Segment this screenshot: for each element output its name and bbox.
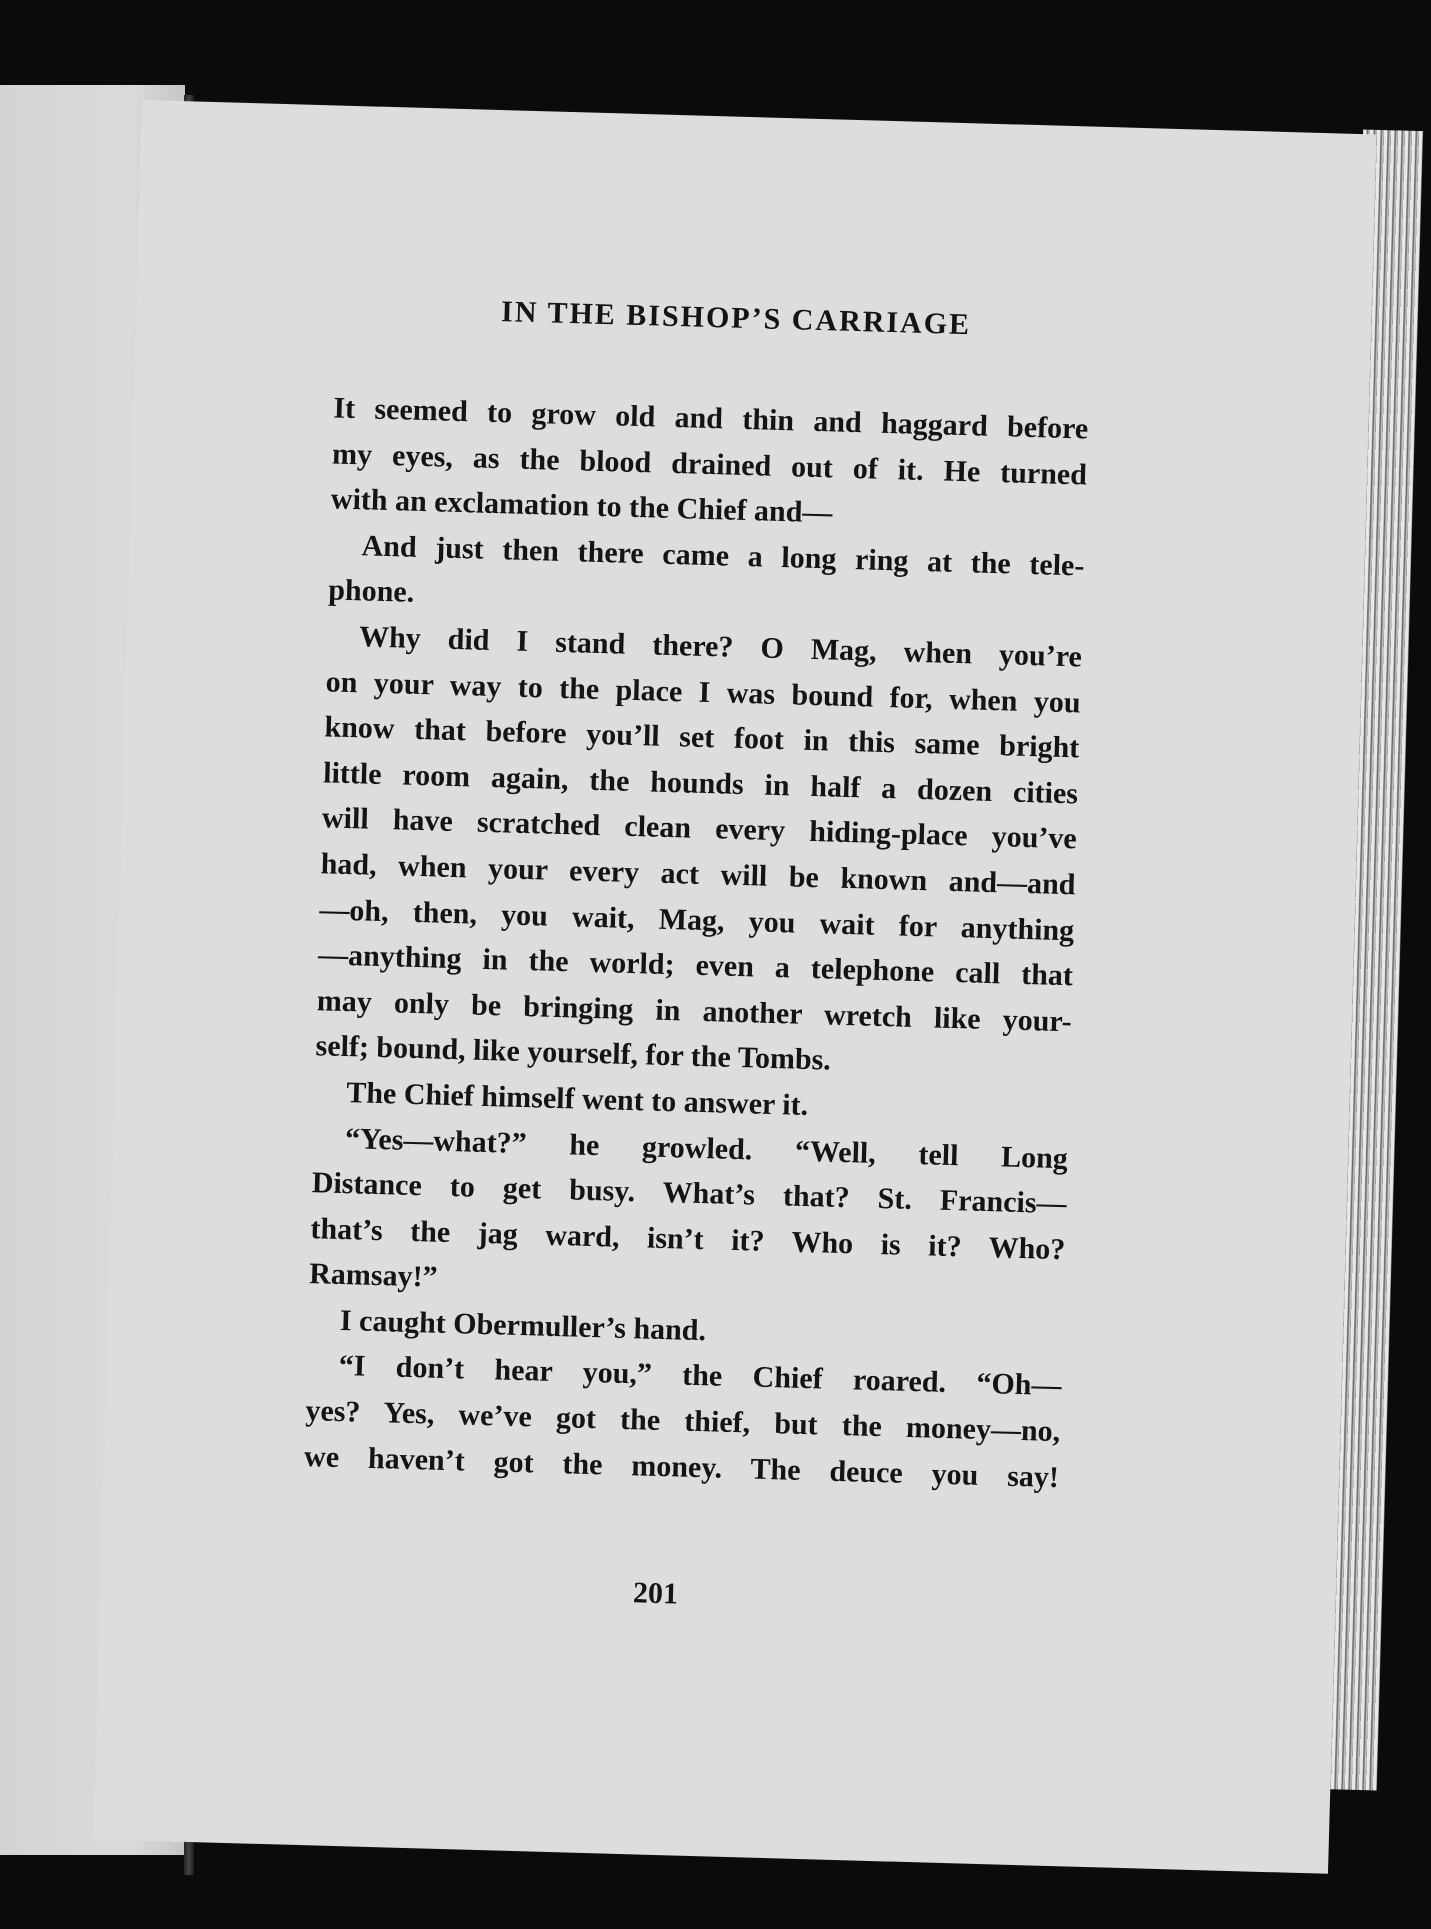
text-line: It seemed to grow old and thin and haggard before	[333, 391, 1089, 446]
text-line: Ramsay!”	[308, 1257, 439, 1294]
text-line: yes? Yes, we’ve got the thief, but the money—no,	[305, 1394, 1061, 1449]
text-line: I caught Obermuller’s hand.	[339, 1303, 707, 1348]
text-line: may only be bringing in another wretch like your-	[316, 983, 1073, 1039]
text-line: —oh, then, you wait, Mag, you wait for anything	[319, 892, 1075, 947]
text-line: little room again, the hounds in half a dozen cities	[322, 756, 1079, 811]
text-line: we haven’t got the money. The deuce you say!	[303, 1439, 1060, 1494]
text-line: self; bound, like yourself, for the Tombs.	[315, 1029, 832, 1077]
text-line: had, when your every act will be known and—and	[320, 847, 1076, 902]
page-number: 201	[632, 1576, 679, 1611]
text-line: —anything in the world; even a telephone call that	[317, 938, 1074, 993]
text-line: phone.	[327, 573, 415, 610]
text-line: The Chief himself went to answer it.	[345, 1076, 809, 1122]
text-line: “Yes—what?” he growled. “Well, tell Long	[344, 1121, 1069, 1175]
body-text	[304, 385, 1089, 1500]
right-page	[93, 100, 1376, 1874]
text-line: my eyes, as the blood drained out of it. He turned	[331, 437, 1088, 492]
text-line: “I don’t hear you,” the Chief roared. “Oh—	[338, 1349, 1062, 1403]
text-line: on your way to the place I was bound for, when you	[325, 664, 1082, 719]
text-line: Why did I stand there? O Mag, when you’re	[358, 620, 1083, 674]
text-line: know that before you’ll set foot in this same bright	[324, 710, 1080, 765]
text-line: And just then there came a long ring at the tele-	[361, 529, 1085, 583]
running-head: IN THE BISHOP’S CARRIAGE	[500, 295, 972, 342]
text-line: Distance to get busy. What’s that? St. Francis—	[311, 1166, 1068, 1221]
text-line: that’s the jag ward, isn’t it? Who is it? Who?	[310, 1211, 1066, 1266]
text-line: with an exclamation to the Chief and—	[330, 482, 833, 530]
text-line: will have scratched clean every hiding-place you’ve	[321, 801, 1078, 856]
